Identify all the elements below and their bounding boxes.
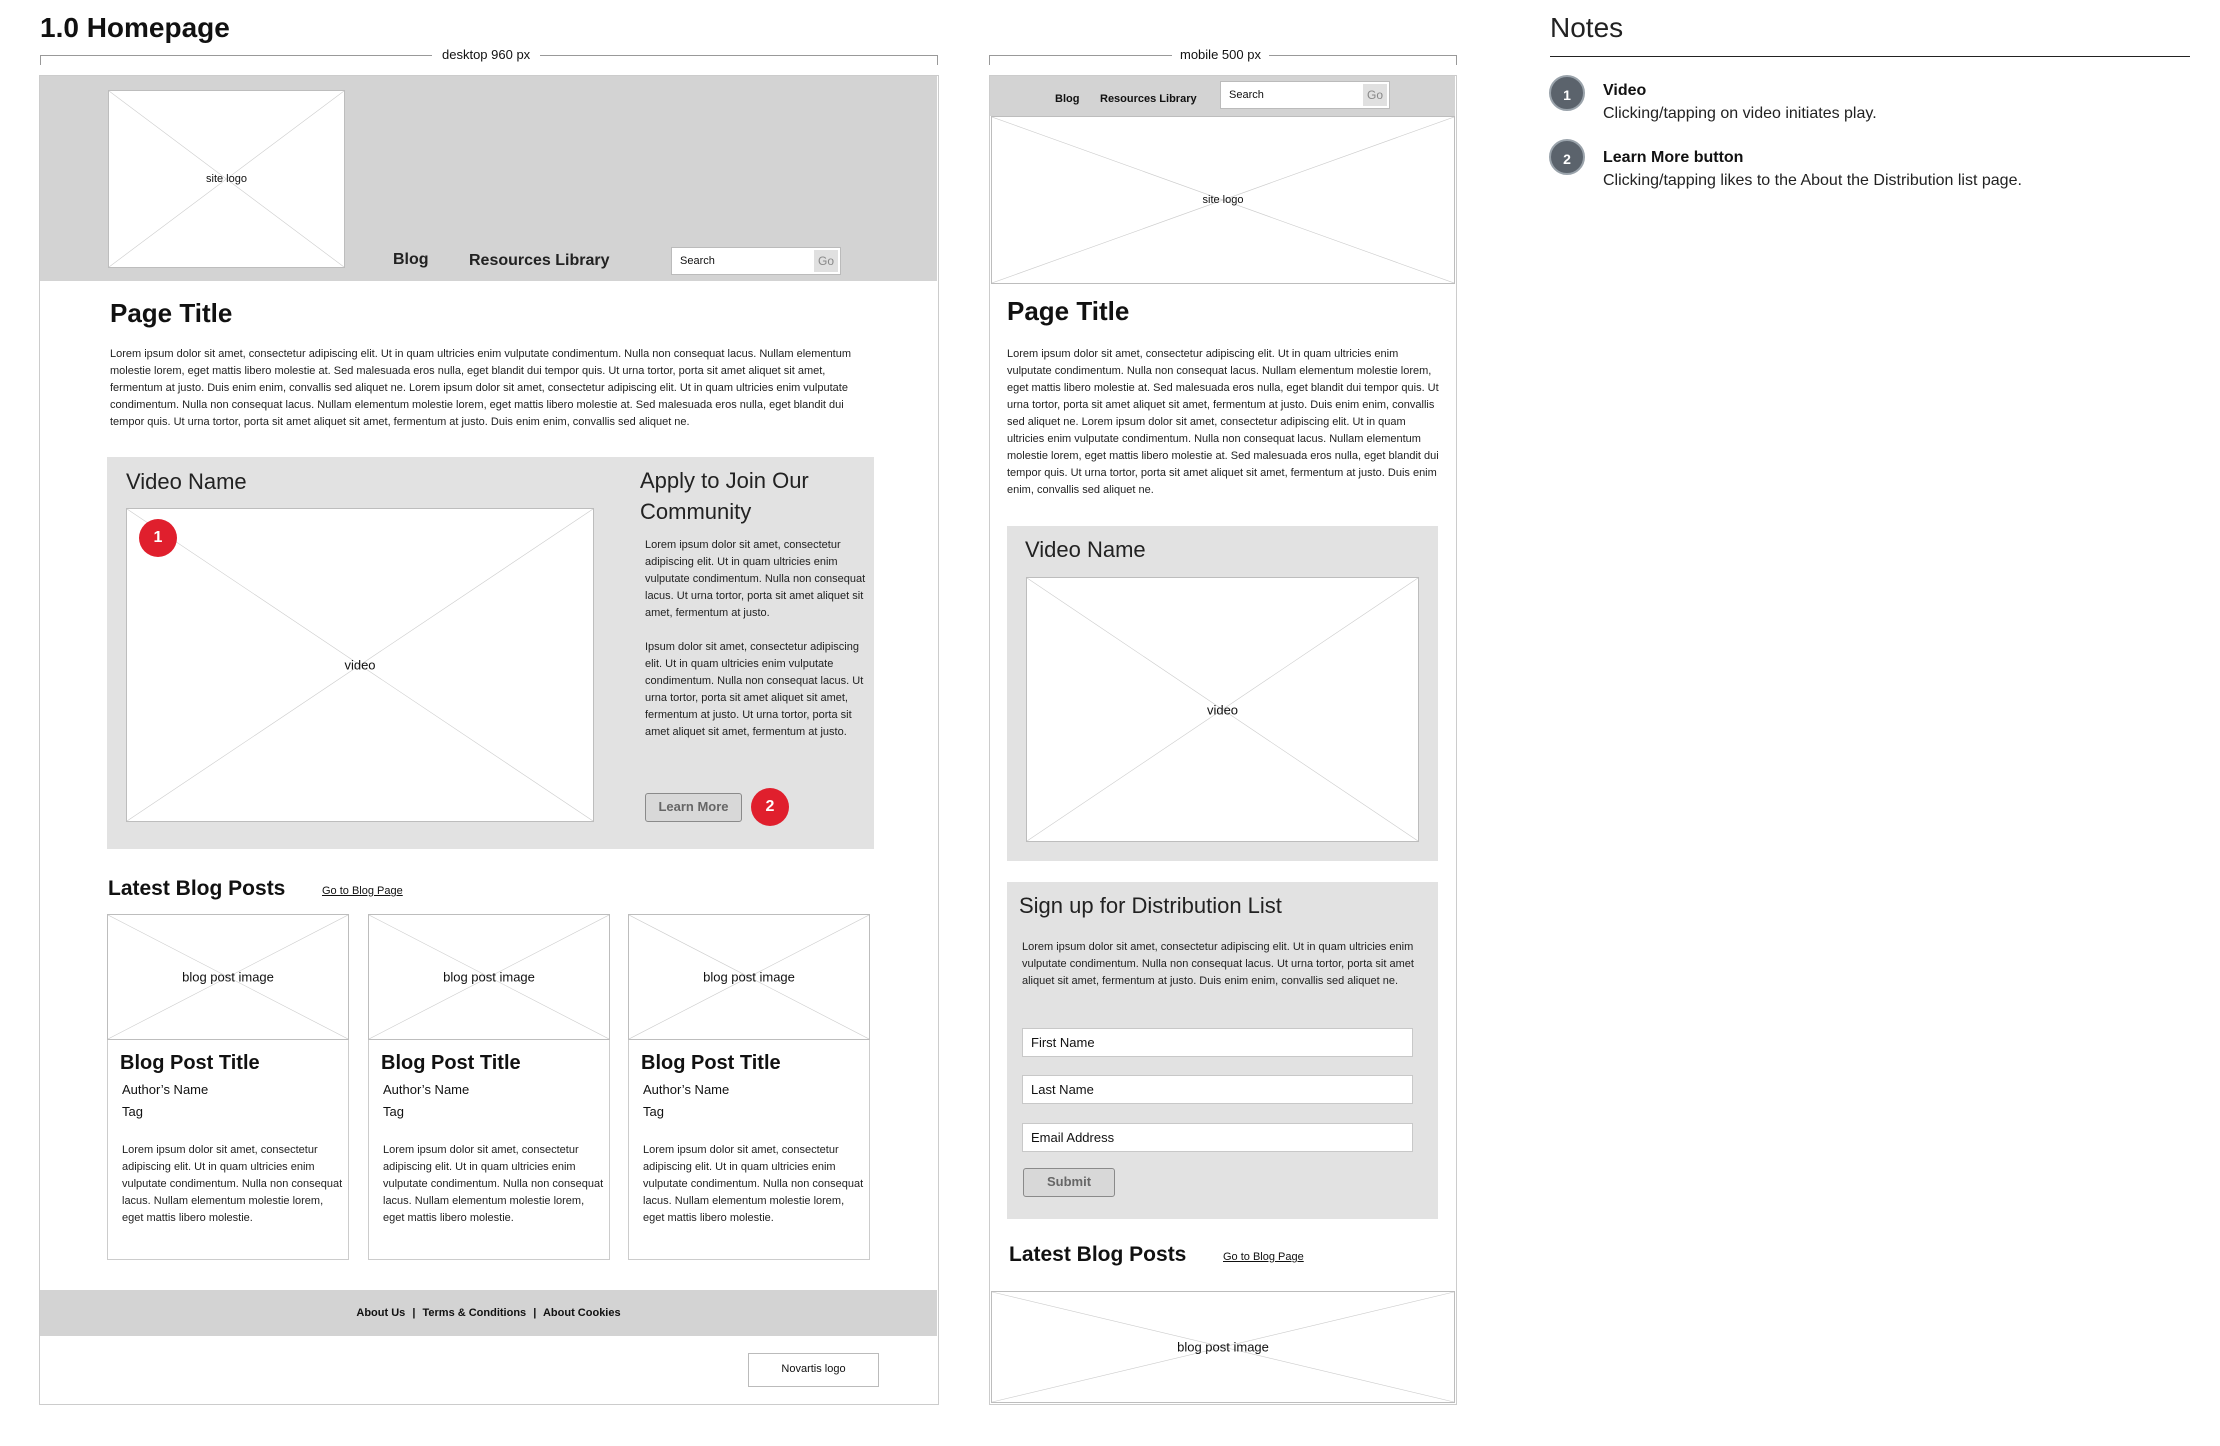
mobile-search-go-button[interactable]: Go — [1363, 84, 1387, 106]
note-title-2: Learn More button — [1603, 149, 1744, 166]
footer-terms-link[interactable]: Terms & Conditions — [422, 1307, 527, 1319]
mobile-width-label: mobile 500 px — [1172, 47, 1269, 62]
blog-post-title[interactable]: Blog Post Title — [381, 1052, 521, 1074]
blog-post-tag: Tag — [643, 1104, 664, 1119]
blog-post-card[interactable] — [368, 914, 610, 1260]
footer-separator: | — [533, 1307, 537, 1319]
blog-post-author: Author’s Name — [643, 1082, 730, 1097]
mobile-header-bar — [990, 76, 1455, 116]
mobile-frame — [989, 75, 1457, 1405]
mobile-video-panel — [1007, 526, 1438, 861]
video-title: Video Name — [126, 469, 247, 494]
page-heading: 1.0 Homepage — [40, 12, 230, 43]
blog-post-image-label: blog post image — [703, 969, 795, 985]
blog-post-body: Lorem ipsum dolor sit amet, consectetur adipiscing elit. Ut in quam ultricies enim vulputate condimentum. Nulla non consequat lacus. Nullam elementum molestie lorem, eget mattis libero molestie. — [643, 1144, 864, 1224]
note-title-1: Video — [1603, 82, 1647, 99]
note-text-2: Clicking/tapping likes to the About the Distribution list page. — [1603, 172, 2022, 189]
footer-about-link[interactable]: About Us — [356, 1307, 406, 1319]
last-name-input[interactable]: Last Name — [1022, 1075, 1413, 1104]
signup-title: Sign up for Distribution List — [1019, 893, 1282, 918]
nav-resources-library[interactable]: Resources Library — [469, 252, 610, 269]
mobile-blog-post-image[interactable] — [991, 1291, 1455, 1403]
mobile-go-to-blog-link[interactable]: Go to Blog Page — [1223, 1251, 1304, 1263]
blog-post-image — [368, 914, 610, 1040]
blog-post-title[interactable]: Blog Post Title — [641, 1052, 781, 1074]
footer-cookies-link[interactable]: About Cookies — [542, 1307, 621, 1319]
search-go-button[interactable]: Go — [814, 250, 838, 272]
site-logo-label: site logo — [206, 173, 247, 185]
apply-title: Apply to Join Our Community — [640, 468, 809, 524]
footer-separator: | — [412, 1307, 416, 1319]
annotation-marker-2: 2 — [751, 788, 789, 826]
apply-panel — [629, 457, 874, 849]
blog-post-author: Author’s Name — [383, 1082, 470, 1097]
desktop-header — [40, 76, 937, 281]
blog-post-image-label: blog post image — [182, 969, 274, 985]
signup-text: Lorem ipsum dolor sit amet, consectetur adipiscing elit. Ut in quam ultricies enim vulputate condimentum. Nulla non consequat lacus. Ut urna tortor, porta sit amet aliquet sit amet, fermentum at justo. Duis enim enim, convallis sed aliquet ne. — [1022, 941, 1414, 987]
desktop-width-label: desktop 960 px — [432, 47, 540, 62]
mobile-search-input[interactable]: Search — [1229, 89, 1264, 101]
go-to-blog-link[interactable]: Go to Blog Page — [322, 885, 403, 897]
blog-post-image — [628, 914, 870, 1040]
mobile-video-label: video — [1206, 702, 1239, 717]
note-text-1: Clicking/tapping on video initiates play. — [1603, 105, 1877, 122]
mobile-site-logo-label: site logo — [1202, 194, 1244, 206]
annotation-marker-1: 1 — [139, 519, 177, 557]
apply-paragraph-2: Ipsum dolor sit amet, consectetur adipiscing elit. Ut in quam ultricies enim vulputate condimentum. Nulla non consequat lacus. Ut urna tortor, porta sit amet aliquet sit amet, fermentum at justo. Ut urna tortor, porta sit amet aliquet sit amet, fermentum at justo. — [645, 641, 864, 738]
desktop-frame — [39, 75, 939, 1405]
notes-divider — [1550, 56, 2190, 57]
submit-button[interactable]: Submit — [1023, 1168, 1115, 1197]
page-title: Page Title — [110, 298, 233, 328]
mobile-intro-text: Lorem ipsum dolor sit amet, consectetur adipiscing elit. Ut in quam ultricies enim vulputate condimentum. Nulla non consequat lacus. Nullam elementum molestie lorem, eget mattis libero molestie at. Sed malesuada eros nulla, eget blandit dui tempor quis. Ut urna tortor, porta sit amet aliquet sit amet, fermentum at justo. Duis enim enim, convallis sed aliquet ne. Lorem ipsum dolor sit amet, consectetur adipiscing elit. Ut in quam ultricies enim vulputate condimentum. Nulla non consequat lacus. Nullam elementum molestie lorem, eget mattis libero molestie at. Sed malesuada eros nulla, eget blandit dui tempor quis. Ut urna tortor, porta sit amet aliquet sit amet, fermentum at justo. Duis enim enim, convallis sed aliquet ne. — [1007, 348, 1439, 496]
note-number-2: 2 — [1549, 139, 1585, 175]
learn-more-button[interactable]: Learn More — [645, 793, 742, 822]
latest-blog-title: Latest Blog Posts — [108, 877, 286, 900]
blog-post-tag: Tag — [122, 1104, 143, 1119]
novartis-logo[interactable]: Novartis logo — [748, 1353, 879, 1387]
mobile-nav-resources-library[interactable]: Resources Library — [1100, 93, 1197, 105]
mobile-nav-blog[interactable]: Blog — [1055, 93, 1080, 105]
mobile-video-player[interactable] — [1026, 577, 1419, 842]
site-logo[interactable] — [108, 90, 345, 268]
video-label: video — [344, 657, 376, 673]
search-box — [671, 247, 841, 275]
nav-blog[interactable]: Blog — [393, 251, 429, 268]
mobile-site-logo[interactable] — [991, 116, 1455, 284]
email-address-input[interactable]: Email Address — [1022, 1123, 1413, 1152]
video-panel — [107, 457, 652, 849]
mobile-latest-blog-title: Latest Blog Posts — [1009, 1243, 1187, 1266]
blog-post-author: Author’s Name — [122, 1082, 209, 1097]
blog-post-tag: Tag — [383, 1104, 404, 1119]
signup-panel — [1007, 882, 1438, 1219]
blog-post-image — [107, 914, 349, 1040]
blog-post-card[interactable] — [628, 914, 870, 1260]
notes-title: Notes — [1550, 12, 1624, 43]
blog-post-body: Lorem ipsum dolor sit amet, consectetur adipiscing elit. Ut in quam ultricies enim vulputate condimentum. Nulla non consequat lacus. Nullam elementum molestie lorem, eget mattis libero molestie. — [383, 1144, 604, 1224]
mobile-page-title: Page Title — [1007, 296, 1130, 326]
intro-text: Lorem ipsum dolor sit amet, consectetur adipiscing elit. Ut in quam ultricies enim vulputate condimentum. Nulla non consequat lacus. Nullam elementum molestie lorem, eget mattis libero molestie at. Sed malesuada eros nulla, eget blandit dui tempor quis. Ut urna tortor, porta sit amet aliquet sit amet, fermentum at justo. Duis enim enim, convallis sed aliquet ne. Lorem ipsum dolor sit amet, consectetur adipiscing elit. Ut in quam ultricies enim vulputate condimentum. Nulla non consequat lacus. Nullam elementum molestie lorem, eget mattis libero molestie at. Sed malesuada eros nulla, eget blandit dui tempor quis. Ut urna tortor, porta sit amet aliquet sit amet, fermentum at justo. Duis enim enim, convallis sed aliquet ne. — [110, 348, 852, 428]
video-player[interactable] — [126, 508, 594, 822]
mobile-blog-post-image-label: blog post image — [1177, 1339, 1269, 1355]
mobile-video-title: Video Name — [1025, 537, 1146, 562]
note-number-1: 1 — [1549, 75, 1585, 111]
blog-post-image-label: blog post image — [443, 969, 535, 985]
blog-post-title[interactable]: Blog Post Title — [120, 1052, 260, 1074]
search-input[interactable]: Search — [680, 255, 715, 267]
mobile-search-box — [1220, 81, 1390, 109]
blog-post-body: Lorem ipsum dolor sit amet, consectetur adipiscing elit. Ut in quam ultricies enim vulputate condimentum. Nulla non consequat lacus. Nullam elementum molestie lorem, eget mattis libero molestie. — [122, 1144, 343, 1224]
apply-paragraph-1: Lorem ipsum dolor sit amet, consectetur adipiscing elit. Ut in quam ultricies enim vulputate condimentum. Nulla non consequat lacus. Ut urna tortor, porta sit amet aliquet sit amet, fermentum at justo. — [645, 539, 866, 619]
desktop-footer — [40, 1290, 937, 1336]
first-name-input[interactable]: First Name — [1022, 1028, 1413, 1057]
blog-post-card[interactable] — [107, 914, 349, 1260]
